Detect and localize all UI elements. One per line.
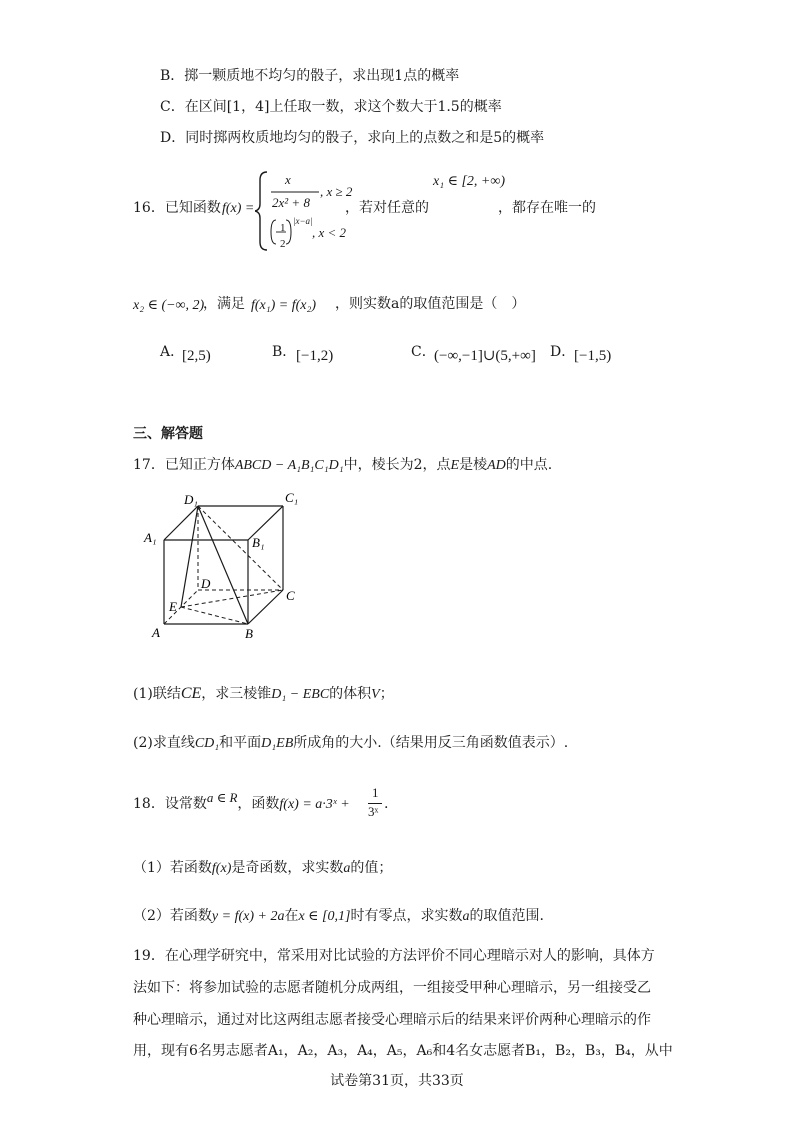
q19-line-3: 种心理暗示，通过对比这两组志愿者接受心理暗示后的结果来评价两种心理暗示的作 (133, 1012, 651, 1028)
q17-part2 (133, 733, 568, 754)
q18-part1-prefix: （1）若函数 (133, 860, 212, 876)
q17-part1-mid: ，求三棱锥 (201, 686, 272, 702)
section-title: 三、解答题 (133, 426, 203, 442)
q17-part1-semicolon: ； (379, 686, 394, 702)
q17-stem-prefix: 17．已知正方体 (133, 457, 235, 473)
q18-func: f(x) = a·3ˣ + (279, 797, 350, 812)
q18-part2-end: 的取值范围. (469, 908, 544, 924)
q16-piece1-denominator: 2x² + 8 (272, 195, 310, 210)
q17-part1-end: 的体积 (329, 686, 372, 702)
q16-x1-domain: x₁ ∈ [2, +∞) (433, 174, 505, 189)
q16-piece2-condition: , x < 2 (312, 225, 347, 240)
q16-question: ，则实数a的取值范围是（ ） (335, 296, 526, 312)
cube-figure (140, 490, 310, 642)
q16-x2-domain: x₂ ∈ (−∞, 2) (133, 298, 205, 313)
q17-part2-end: 所成角的大小.（结果用反三角函数值表示）. (293, 735, 569, 751)
q18-part1-a: a (343, 861, 351, 876)
q17-edge-ad: AD (487, 458, 506, 473)
q16-mid-text: ，若对任意的 (345, 200, 429, 216)
q18-stem-end: . (384, 796, 389, 812)
q17-part1-v: V (371, 687, 380, 702)
q18-part2-func: y = f(x) + 2a (211, 909, 285, 924)
q16-option-d-value: [−1,5) (574, 348, 612, 364)
option-b: B．掷一颗质地不均匀的骰子，求出现1点的概率 (160, 68, 460, 84)
cube-label-b: B (245, 626, 253, 641)
q18-a-in-r: a ∈ R (206, 790, 238, 805)
cube-label-d1: D₁ (184, 492, 198, 507)
q19-line-4: 用，现有6名男志愿者A₁，A₂，A₃，A₄，A₅，A₆和4名女志愿者B₁，B₂，B₃，B₄，从中 (133, 1043, 673, 1059)
option-c: C．在区间[1，4]上任取一数，求这个数大于1.5的概率 (160, 99, 502, 115)
q16-end-text: ，都存在唯一的 (498, 200, 596, 216)
q16-equation: f(x₁) = f(x₂) (251, 298, 317, 313)
q16-option-a-label: A． (160, 344, 185, 360)
q18-frac-denominator: 3ˣ (368, 804, 379, 819)
q16-option-b-label: B． (272, 344, 297, 360)
q18-part2-prefix: （2）若函数 (133, 908, 212, 924)
q19-line-1: 19．在心理学研究中，常采用对比试验的方法评价不同心理暗示对人的影响，具体方 (133, 948, 655, 964)
q18-part1 (133, 858, 392, 879)
q18-frac-numerator: 1 (372, 785, 379, 800)
q18-part1-mid: 是奇函数，求实数 (231, 860, 344, 876)
cube-label-c: C (286, 588, 295, 603)
q17-part2-line: CD₁ (194, 736, 220, 751)
q16-number: 16．已知函数 (133, 200, 221, 216)
q18-stem-prefix: 18．设常数 (133, 796, 207, 812)
q16-satisfy: ，满足 (203, 296, 245, 312)
q16-piece2-base-one: 1 (280, 222, 286, 234)
q17-part1 (133, 684, 394, 705)
q16-piece1-numerator: x (285, 172, 291, 187)
q17-stem (133, 455, 552, 476)
option-d: D．同时掷两枚质地均匀的骰子，求向上的点数之和是5的概率 (160, 130, 545, 146)
q18-stem-mid: ，函数 (237, 796, 280, 812)
q18-part2-a: a (462, 909, 470, 924)
q16-option-b-value: [−1,2) (296, 348, 334, 364)
q17-stem-end: 的中点. (505, 457, 553, 473)
q19-line-2: 法如下：将参加试验的志愿者随机分成两组，一组接受甲种心理暗示，另一组接受乙 (133, 980, 651, 996)
q16-option-c-label: C． (411, 344, 436, 360)
q17-part1-ce: CE (180, 685, 202, 702)
cube-label-d: D (201, 576, 211, 591)
cube-label-c1: C₁ (285, 490, 299, 505)
q17-part2-mid: 和平面 (219, 735, 262, 751)
q16-option-c-value: (−∞,−1]∪(5,+∞] (434, 348, 536, 364)
q17-part2-prefix: (2)求直线 (133, 735, 195, 751)
q16-piece1-condition: , x ≥ 2 (320, 184, 353, 199)
q17-part1-prefix: (1)联结 (133, 686, 181, 702)
q16-option-d-label: D． (550, 344, 576, 360)
q16-piece2-exponent: |x−a| (293, 216, 313, 226)
cube-label-b1: B₁ (252, 535, 265, 550)
q18-part1-fx: f(x) (211, 861, 232, 876)
q16-fx: f(x) = (222, 201, 255, 216)
q17-point-e: E (450, 458, 460, 473)
q18-part1-end: 的值； (350, 860, 393, 876)
q18-stem (133, 790, 350, 815)
q18-part2 (133, 906, 544, 927)
cube-label-a: A (152, 625, 160, 640)
q18-part2-mid2: 时有零点，求实数 (350, 908, 463, 924)
q18-part2-domain: x ∈ [0,1] (298, 909, 351, 924)
cube-label-e: E (169, 599, 177, 614)
q17-cube-name: ABCD − A₁B₁C₁D₁ (234, 458, 344, 473)
page-footer: 试卷第31页，共33页 (330, 1073, 464, 1089)
q16-piece2-base-two: 2 (280, 238, 286, 250)
q17-stem-mid2: 是棱 (459, 457, 488, 473)
q17-part2-plane: D₁EB (261, 736, 294, 751)
q17-stem-mid: 中，棱长为2，点 (343, 457, 451, 473)
q18-part2-mid: 在 (284, 908, 299, 924)
q17-part1-pyramid: D₁ − EBC (271, 687, 330, 702)
q16-option-a-value: [2,5) (182, 348, 211, 364)
cube-label-a1: A₁ (144, 530, 157, 545)
